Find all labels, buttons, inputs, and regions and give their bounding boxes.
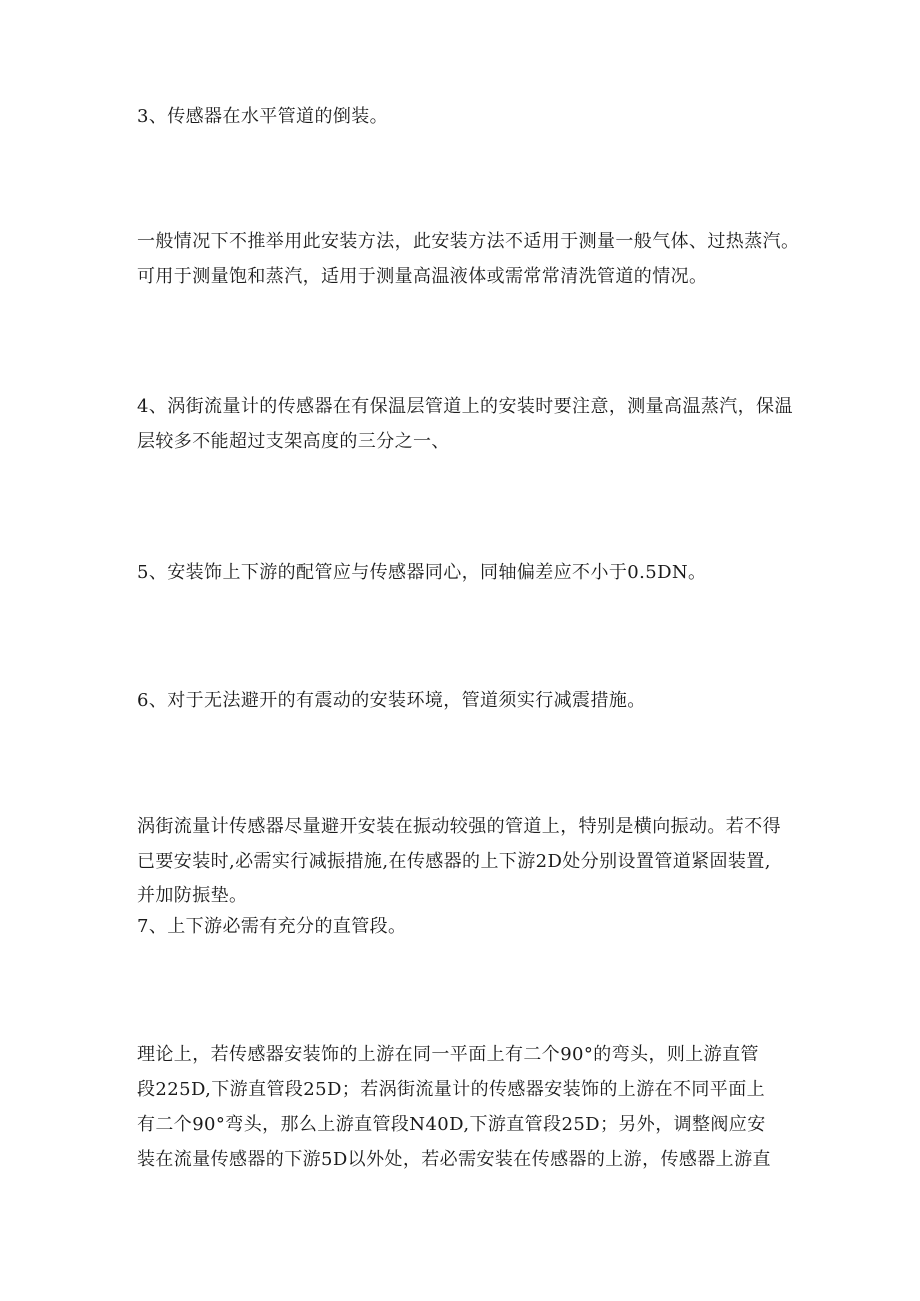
section-3-heading: 3、传感器在水平管道的倒装。 (137, 106, 389, 127)
section-6-heading: 6、对于无法避开的有震动的安装环境，管道须实行减震措施。 (137, 690, 646, 711)
section-6-paragraph-line-2: 已要安装时,必需实行减振措施,在传感器的上下游2D处分别设置管道紧固装置, (137, 851, 771, 872)
section-3-paragraph-line-1: 一般情况下不推举用此安装方法，此安装方法不适用于测量一般气体、过热蒸汽。 (137, 231, 800, 252)
section-6-paragraph-line-3: 并加防振垫。 (137, 885, 248, 906)
section-4-heading-line-2: 层较多不能超过支架高度的三分之一、 (137, 431, 450, 452)
section-3-paragraph-line-2: 可用于测量饱和蒸汽，适用于测量高温液体或需常常清洗管道的情况。 (137, 266, 708, 287)
section-7-paragraph-line-1: 理论上，若传感器安装饰的上游在同一平面上有二个90°的弯头，则上游直管 (137, 1044, 759, 1065)
section-7-heading: 7、上下游必需有充分的直管段。 (137, 916, 407, 937)
section-7-paragraph-line-4: 装在流量传感器的下游5D以外处，若必需安装在传感器的上游，传感器上游直 (137, 1149, 771, 1170)
section-7-paragraph-line-2: 段225D,下游直管段25D；若涡街流量计的传感器安装饰的上游在不同平面上 (137, 1079, 766, 1100)
section-7-paragraph-line-3: 有二个90°弯头，那么上游直管段N40D,下游直管段25D；另外，调整阀应安 (137, 1114, 766, 1135)
section-6-paragraph-line-1: 涡街流量计传感器尽量避开安装在振动较强的管道上，特别是横向振动。若不得 (137, 816, 781, 837)
section-4-heading-line-1: 4、涡街流量计的传感器在有保温层管道上的安装时要注意，测量高温蒸汽，保温 (137, 396, 793, 417)
section-5-heading: 5、安装饰上下游的配管应与传感器同心，同轴偏差应不小于0.5DN。 (137, 562, 707, 583)
